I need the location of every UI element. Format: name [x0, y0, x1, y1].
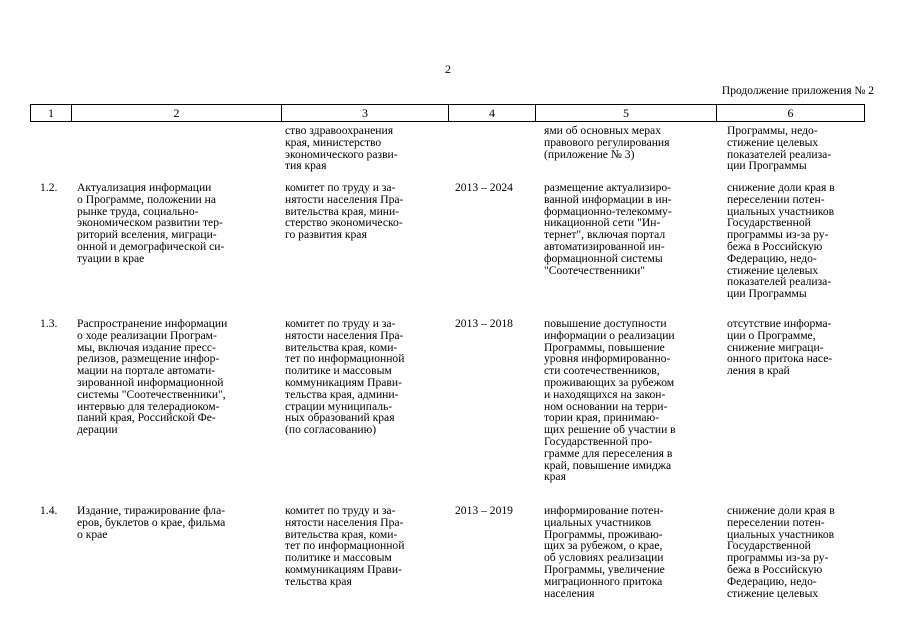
continuation-label: Продолжение приложения № 2 — [721, 85, 874, 97]
header-col-4: 4 — [449, 105, 536, 122]
table-row-number: 1.3. — [40, 317, 58, 330]
table-row-consequence: отсутствие информа- ции о Программе, снижение миграци- онного притока насе- ления в край — [727, 317, 833, 378]
table-row-indicator: ями об основных мерах правового регулирования (приложение № 3) — [544, 124, 670, 161]
table-row-indicator: информирование потен- циальных участников Программы, проживаю- щих за рубежом, о крае, об условиях реализации Программы, увеличение миграционного притока населения — [544, 504, 665, 600]
header-col-2: 2 — [72, 105, 282, 122]
header-row — [31, 105, 865, 122]
column-number-header — [30, 104, 865, 122]
header-col-5: 5 — [536, 105, 717, 122]
table-row-executor: ство здравоохранения края, министерство экономического разви- тия края — [285, 124, 398, 173]
table-row-period: 2013 – 2024 — [455, 181, 513, 194]
table-row-measure: Издание, тиражирование фла- еров, буклетов о крае, фильма о крае — [77, 504, 226, 541]
table-row-measure: Актуализация информации о Программе, положении на рынке труда, социально- экономическом развитии тер- риторий вселения, миграци- онной и демографической си- туации в крае — [77, 181, 225, 265]
header-col-6: 6 — [717, 105, 865, 122]
table-row-executor: комитет по труду и за- нятости населения Пра- вительства края, коми- тет по информационной политике и массовым коммуникациям Прави- тельства края — [285, 504, 405, 588]
table-row-indicator: повышение доступности информации о реализации Программы, повышение уровня информированно- сти соотечественников, проживающих за рубежом и находящихся на закон- ном основании на терри- тории края, принимаю- щих решение об участии в Государственной про- грамме для переселения в край, повышение имиджа края — [544, 317, 676, 484]
page-number: 2 — [445, 62, 451, 76]
table-row-executor: комитет по труду и за- нятости населения Пра- вительства края, мини- стерство экономическо- го развития края — [285, 181, 404, 242]
header-col-3: 3 — [282, 105, 449, 122]
table-row-consequence: снижение доли края в переселении потен- циальных участников Государственной программы из-за ру- бежа в Российскую Федерацию, недо- стижение целевых — [727, 504, 835, 600]
table-row-period: 2013 – 2019 — [455, 504, 513, 517]
header-col-1: 1 — [31, 105, 72, 122]
table-row-period: 2013 – 2018 — [455, 317, 513, 330]
table-row-number: 1.2. — [40, 181, 58, 194]
table-row-indicator: размещение актуализиро- ванной информации в ин- формационно-телекомму- никационной сети "Ин- тернет", включая портал автоматизированной ин- формационной системы "Соотечественники" — [544, 181, 672, 277]
table-row-measure: Распространение информации о ходе реализации Програм- мы, включая издание пресс- релизов, размещение инфор- мации на портале автомати- зированной информационной системы "Соотечественники", интервью для телерадиоком- паний края, Российской Фе- дерации — [77, 317, 228, 437]
table-row-executor: комитет по труду и за- нятости населения Пра- вительства края, коми- тет по информационной политике и массовым коммуникациям Прави- тельства края, админи- страции муниципаль- ных образований края (по согласованию) — [285, 317, 405, 437]
table-row-number: 1.4. — [40, 504, 58, 517]
table-row-consequence: снижение доли края в переселении потен- циальных участников Государственной программы из-за ру- бежа в Российскую Федерацию, недо- стижение целевых показателей реализа- ции Программы — [727, 181, 835, 301]
table-row-consequence: Программы, недо- стижение целевых показателей реализа- ции Программы — [727, 124, 832, 173]
